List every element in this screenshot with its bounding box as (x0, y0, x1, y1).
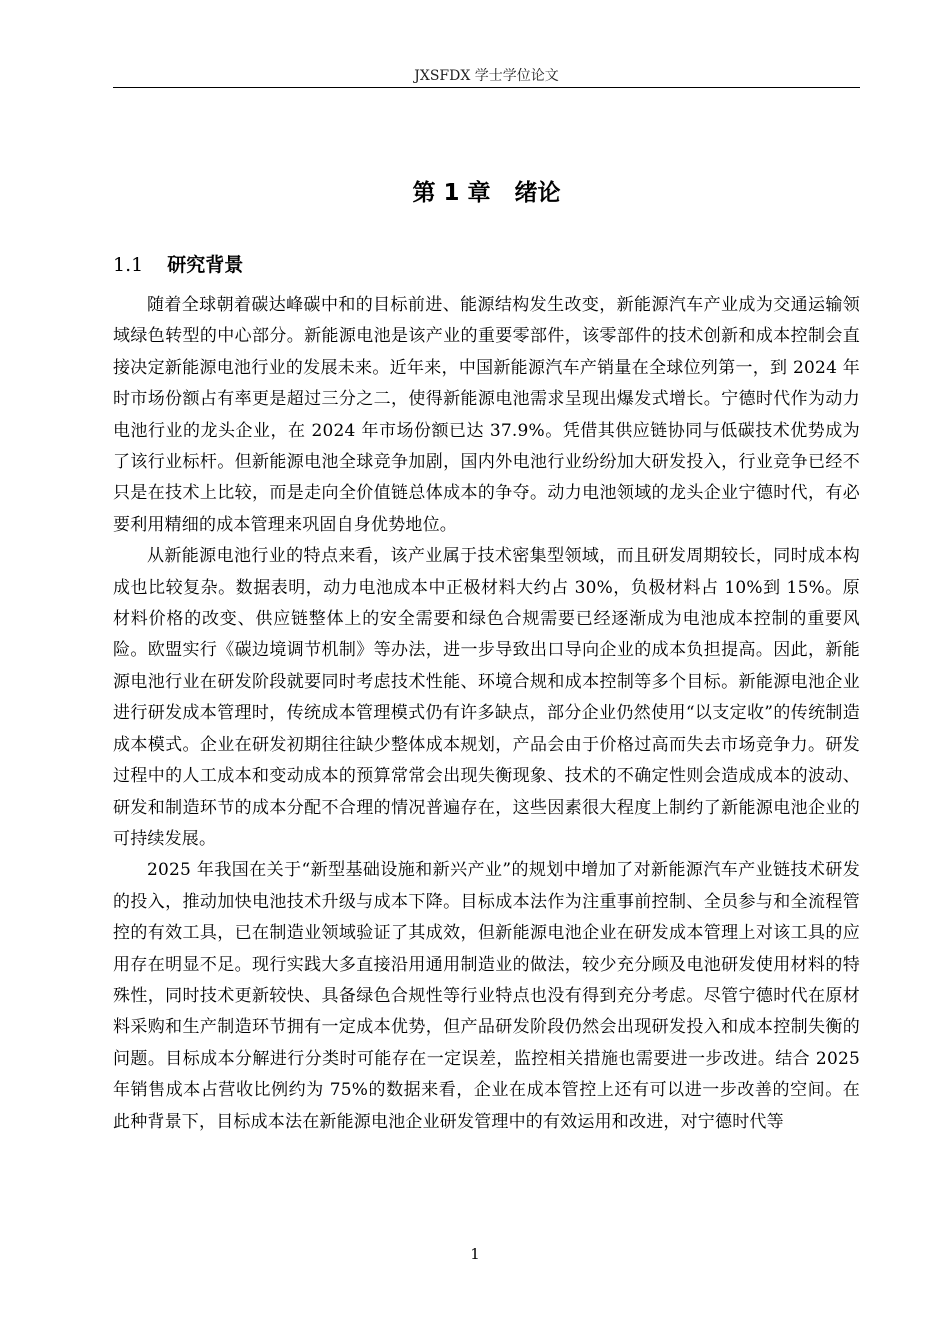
paragraph-2: 从新能源电池行业的特点来看，该产业属于技术密集型领域，而且研发周期较长，同时成本构成也比较复杂。数据表明，动力电池成本中正极材料大约占 30%，负极材料占 10%到 15%。原材料价格的改变、供应链整体上的安全需要和绿色合规需要已经逐渐成为电池成本控制的重要风险。欧盟实行《碳边境调节机制》等办法，进一步导致出口导向企业的成本负担提高。因此，新能源电池行业在研发阶段就要同时考虑技术性能、环境合规和成本控制等多个目标。新能源电池企业进行研发成本管理时，传统成本管理模式仍有许多缺点，部分企业仍然使用“以支定收”的传统制造成本模式。企业在研发初期往往缺少整体成本规划，产品会由于价格过高而失去市场竞争力。研发过程中的人工成本和变动成本的预算常常会出现失衡现象、技术的不确定性则会造成成本的波动、研发和制造环节的成本分配不合理的情况普遍存在，这些因素很大程度上制约了新能源电池企业的可持续发展。 (113, 546, 860, 849)
section-number: 1.1 (113, 254, 144, 276)
paragraph-3: 2025 年我国在关于“新型基础设施和新兴产业”的规划中增加了对新能源汽车产业链技术研发的投入，推动加快电池技术升级与成本下降。目标成本法作为注重事前控制、全员参与和全流程管控的有效工具，已在制造业领域验证了其成效，但新能源电池企业在研发成本管理上对该工具的应用存在明显不足。现行实践大多直接沿用通用制造业的做法，较少充分顾及电池研发使用材料的特殊性，同时技术更新较快、具备绿色合规性等行业特点也没有得到充分考虑。尽管宁德时代在原材料采购和生产制造环节拥有一定成本优势，但产品研发阶段仍然会出现研发投入和成本控制失衡的问题。目标成本分解进行分类时可能存在一定误差，监控相关措施也需要进一步改进。结合 2025 年销售成本占营收比例约为 75%的数据来看，企业在成本管控上还有可以进一步改善的空间。在此种背景下，目标成本法在新能源电池企业研发管理中的有效运用和改进，对宁德时代等 (113, 860, 860, 1132)
running-header (113, 66, 860, 88)
chapter-title (113, 176, 860, 210)
chapter-title-text: 绪论 (514, 180, 561, 206)
paragraph-1: 随着全球朝着碳达峰碳中和的目标前进、能源结构发生改变，新能源汽车产业成为交通运输领域绿色转型的中心部分。新能源电池是该产业的重要零部件，该零部件的技术创新和成本控制会直接决定新能源电池行业的发展未来。近年来，中国新能源汽车产销量在全球位列第一，到 2024 年时市场份额占有率更是超过三分之二，使得新能源电池需求呈现出爆发式增长。宁德时代作为动力电池行业的龙头企业，在 2024 年市场份额已达 37.9%。凭借其供应链协同与低碳技术优势成为了该行业标杆。但新能源电池全球竞争加剧，国内外电池行业纷纷加大研发投入，行业竞争已经不只是在技术上比较，而是走向全价值链总体成本的争夺。动力电池领域的龙头企业宁德时代，有必要利用精细的成本管理来巩固自身优势地位。 (113, 295, 860, 535)
section-heading (113, 251, 243, 279)
body-text (113, 290, 860, 1138)
running-header-title: JXSFDX 学士学位论文 (414, 68, 559, 84)
section-title: 研究背景 (167, 254, 244, 276)
chapter-number-label: 第 1 章 (412, 180, 491, 206)
page-number: 1 (470, 1245, 480, 1263)
